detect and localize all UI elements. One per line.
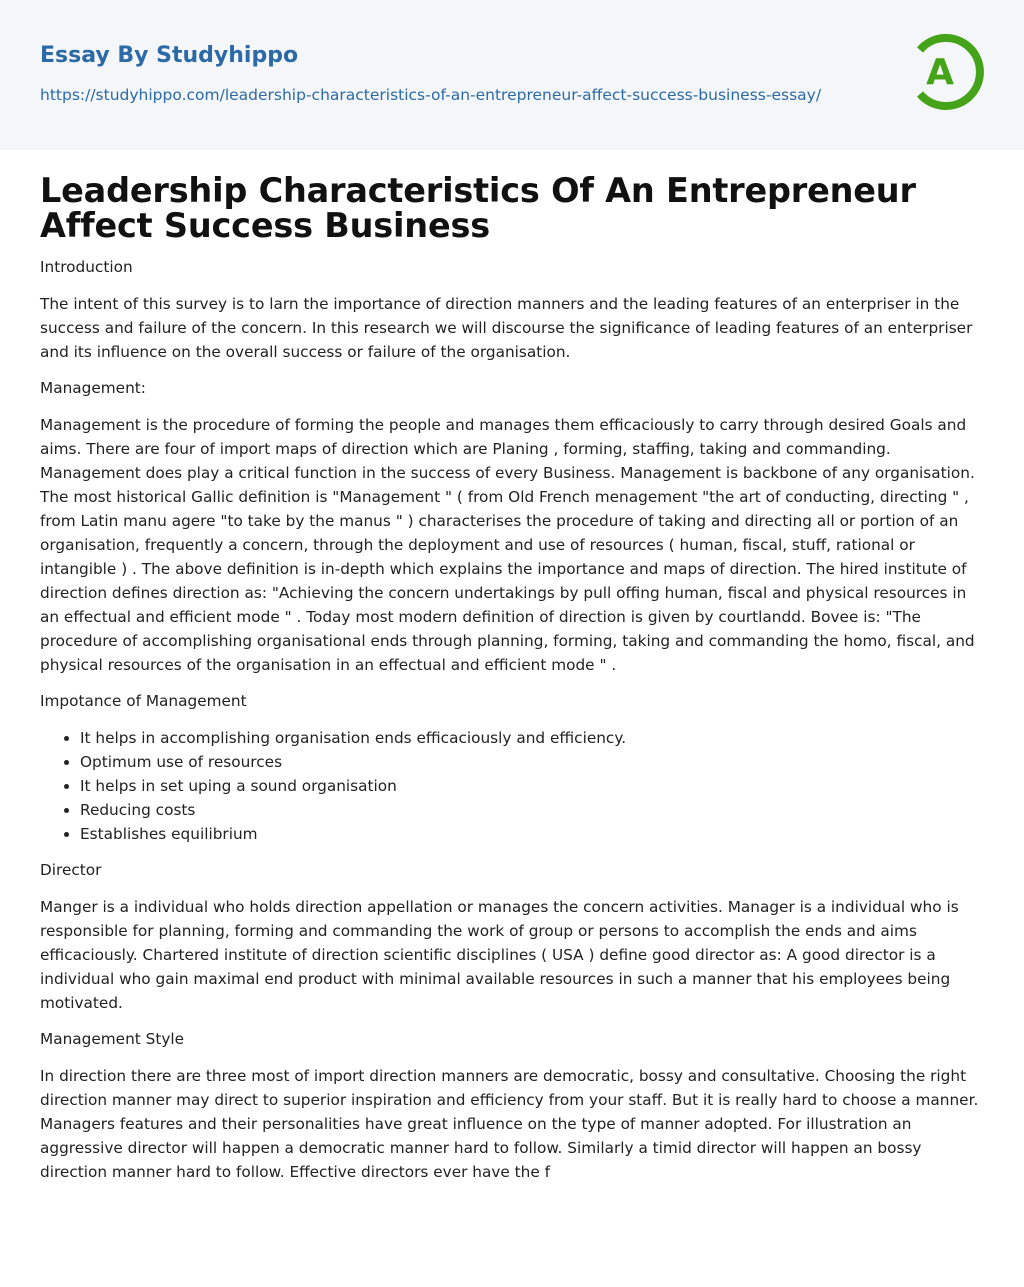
management-style-paragraph: In direction there are three most of import direction manners are democratic, bossy and consultative. Choosing the right direction manner may direct to superior inspiration and efficiency from your staff. But it is really hard to choose a manner. Managers features and their personalities have great influence on the type of manner adopted. For illustration an aggressive director will happen a democratic manner hard to follow. Similarly a timid director will happen an bossy direction manner hard to follow. Effective directors ever have the f	[40, 1067, 979, 1181]
list-item: • It helps in accomplishing organisation ends efficaciously and efficiency.	[80, 726, 984, 750]
list-item: • It helps in set uping a sound organisation	[80, 774, 984, 798]
introduction-paragraph: The intent of this survey is to larn the importance of direction manners and the leading features of an enterpriser in the success and failure of the concern. In this research we will discourse the significance of leading features of an enterpriser and its influence on the overall success or failure of the organisation.	[40, 295, 973, 361]
site-header	[0, 0, 1024, 150]
section-heading-management-style: Management Style	[40, 1030, 185, 1048]
studyhippo-logo-icon[interactable]	[910, 28, 988, 116]
logo-letter: A	[926, 52, 954, 93]
essay-content	[0, 173, 1024, 1184]
director-paragraph: Manger is a individual who holds direction appellation or manages the concern activities. Manager is a individual who is responsible for planning, forming and commanding the work of group or persons to accomplish the ends and aims efficaciously. Chartered institute of direction scientific disciplines ( USA ) define good director as: A good director is a individual who gain maximal end product with minimal available resources in such a manner that his employees being motivated.	[40, 898, 959, 1012]
list-item: • Reducing costs	[80, 798, 984, 822]
section-heading-management: Management:	[40, 379, 146, 397]
section-heading-introduction: Introduction	[40, 258, 133, 276]
essay-title: Leadership Characteristics Of An Entrepreneur Affect Success Business	[40, 171, 916, 245]
source-url-link[interactable]: https://studyhippo.com/leadership-characteristics-of-an-entrepreneur-affect-success-business-essay/	[40, 86, 822, 104]
site-brand[interactable]: Essay By Studyhippo	[40, 43, 299, 68]
list-item: • Optimum use of resources	[80, 750, 984, 774]
importance-list	[40, 726, 984, 846]
list-item: • Establishes equilibrium	[80, 822, 984, 846]
management-paragraph: Management is the procedure of forming the people and manages them efficaciously to carry through desired Goals and aims. There are four of import maps of direction which are Planing , forming, staffing, taking and commanding. Management does play a critical function in the success of every Business. Management is backbone of any organisation. The most historical Gallic definition is "Management " ( from Old French menagement "the art of conducting, directing " , from Latin manu agere "to take by the manus " ) characterises the procedure of taking and directing all or portion of an organisation, frequently a concern, through the deployment and use of resources ( human, fiscal, stuff, rational or intangible ) . The above definition is in-depth which explains the importance and maps of direction. The hired institute of direction defines direction as: "Achieving the concern undertakings by pull offing human, fiscal and physical resources in an effectual and efficient mode " . Today most modern definition of direction is given by courtlandd. Bovee is: "The procedure of accomplishing organisational ends through planning, forming, taking and commanding the homo, fiscal, and physical resources of the organisation in an effectual and efficient mode " .	[40, 416, 975, 674]
section-heading-importance: Impotance of Management	[40, 692, 247, 710]
section-heading-director: Director	[40, 861, 102, 879]
